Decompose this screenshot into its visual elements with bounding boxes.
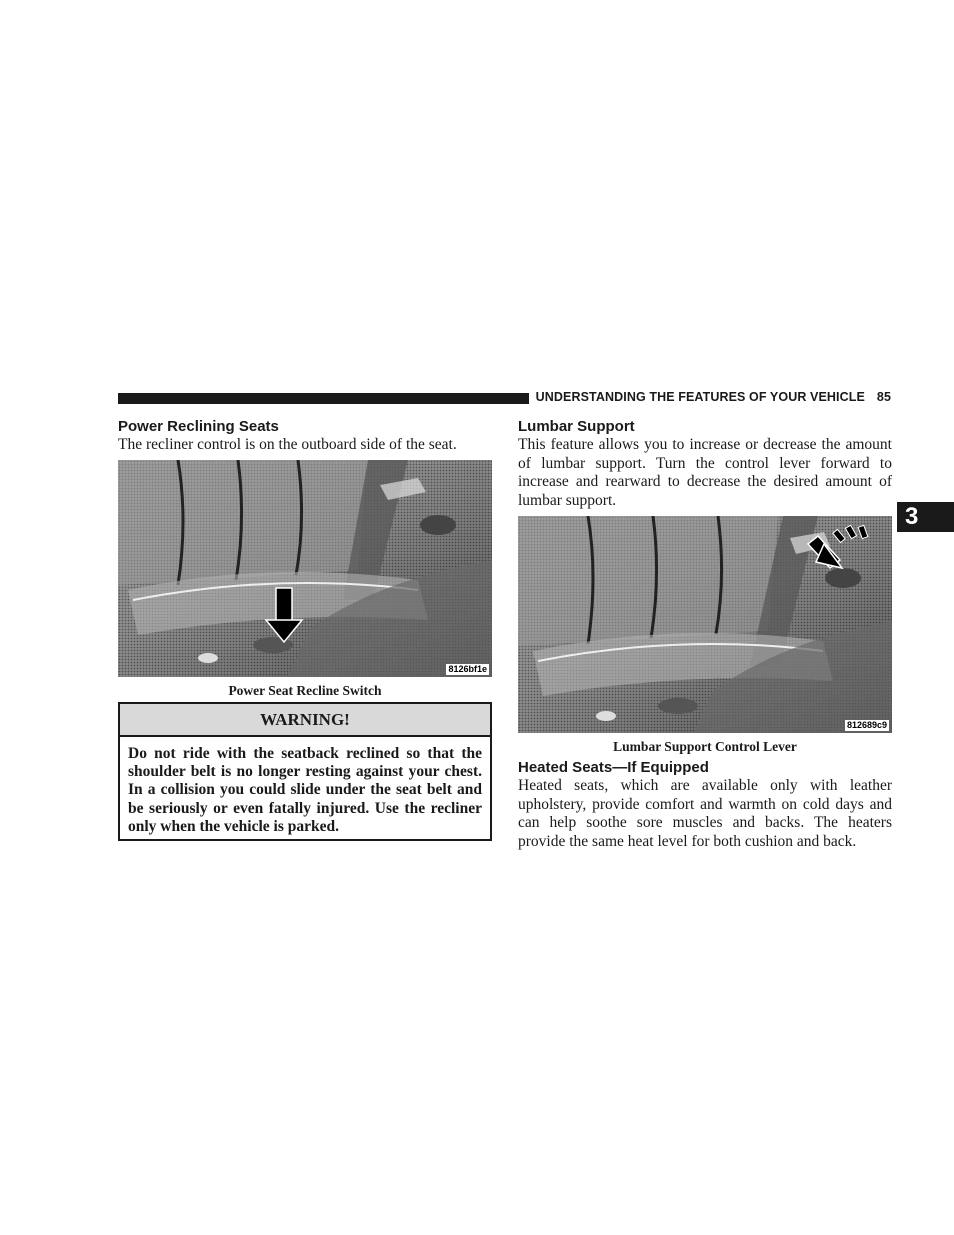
lumbar-heading: Lumbar Support [518, 418, 635, 435]
heated-seats-text: Heated seats, which are available only with leather upholstery, provide comfort and warmth on cold days and can help soothe sore muscles and backs. The heaters provide the same heat level for both cushion and back. [518, 777, 892, 850]
recliner-intro: The recliner control is on the outboard side of the seat. [118, 436, 457, 453]
lumbar-lever-photo [518, 516, 892, 733]
lumbar-figure-caption: Lumbar Support Control Lever [613, 739, 797, 754]
header-rule [118, 393, 529, 404]
lumbar-text: This feature allows you to increase or decrease the amount of lumbar support. Turn the control lever forward to increase and rearward to decrease the desired amount of lumbar support. [518, 436, 892, 509]
heated-seats-heading: Heated Seats—If Equipped [518, 759, 709, 776]
warning-box [118, 702, 492, 841]
running-header [535, 390, 891, 406]
page-number: 85 [876, 390, 891, 404]
section-title: UNDERSTANDING THE FEATURES OF YOUR VEHICLE [535, 390, 865, 404]
power-reclining-heading: Power Reclining Seats [118, 418, 279, 435]
chapter-tab: 3 [897, 502, 954, 532]
recline-switch-photo [118, 460, 492, 677]
warning-title: WARNING! [120, 704, 490, 737]
figure-code: 8126bf1e [448, 664, 487, 674]
recline-figure-caption: Power Seat Recline Switch [228, 683, 382, 698]
warning-text: Do not ride with the seatback reclined so that the shoulder belt is no longer resting against your chest. In a collision you could slide under the seat belt and be seriously or even fatally injured. Use the recliner only when the vehicle is parked. [128, 745, 482, 835]
figure-code: 812689c9 [846, 720, 887, 730]
